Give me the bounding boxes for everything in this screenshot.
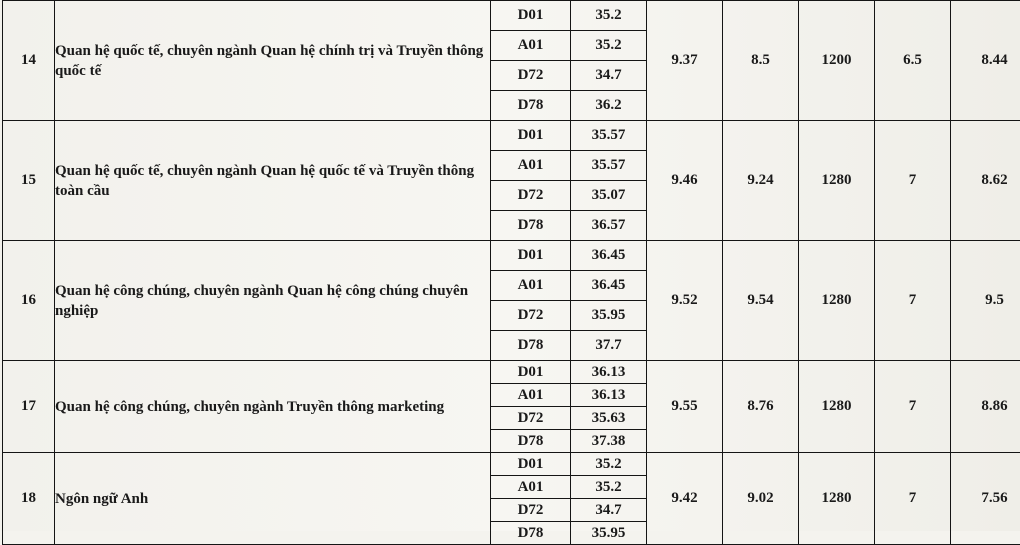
combo-score-cell: 35.07 (571, 181, 647, 211)
score-column-5-cell: 7.56 (951, 453, 1020, 545)
score-column-3-cell: 1200 (799, 1, 875, 121)
combo-score-cell: 35.63 (571, 407, 647, 430)
combo-score-cell: 36.45 (571, 241, 647, 271)
score-column-3-cell: 1280 (799, 241, 875, 361)
row-number-cell: 16 (3, 241, 55, 361)
combo-score-cell: 36.57 (571, 211, 647, 241)
subject-combo-code-cell: D78 (491, 91, 571, 121)
subject-combo-code-cell: D01 (491, 453, 571, 476)
subject-combo-code-cell: D72 (491, 499, 571, 522)
score-column-1-cell: 9.52 (647, 241, 723, 361)
table-row (3, 361, 1020, 384)
subject-combo-code-cell: A01 (491, 31, 571, 61)
combo-score-cell: 36.45 (571, 271, 647, 301)
row-number-cell: 18 (3, 453, 55, 545)
combo-score-cell: 35.57 (571, 151, 647, 181)
combo-score-cell: 35.57 (571, 121, 647, 151)
subject-combo-code-cell: D78 (491, 522, 571, 545)
subject-combo-code-cell: A01 (491, 384, 571, 407)
program-name-cell: Quan hệ công chúng, chuyên ngành Truyền thông marketing (55, 361, 491, 453)
table-row (3, 453, 1020, 476)
combo-score-cell: 34.7 (571, 61, 647, 91)
subject-combo-code-cell: D72 (491, 181, 571, 211)
row-number-cell: 14 (3, 1, 55, 121)
combo-score-cell: 36.13 (571, 384, 647, 407)
combo-score-cell: 35.2 (571, 1, 647, 31)
table-row (3, 121, 1020, 151)
combo-score-cell: 35.95 (571, 522, 647, 545)
score-column-2-cell: 9.24 (723, 121, 799, 241)
combo-score-cell: 35.95 (571, 301, 647, 331)
score-column-3-cell: 1280 (799, 361, 875, 453)
subject-combo-code-cell: D01 (491, 1, 571, 31)
table-row (3, 241, 1020, 271)
score-column-5-cell: 9.5 (951, 241, 1020, 361)
score-column-4-cell: 7 (875, 361, 951, 453)
score-column-3-cell: 1280 (799, 121, 875, 241)
combo-score-cell: 37.38 (571, 430, 647, 453)
combo-score-cell: 35.2 (571, 31, 647, 61)
subject-combo-code-cell: A01 (491, 476, 571, 499)
subject-combo-code-cell: D01 (491, 361, 571, 384)
score-column-4-cell: 7 (875, 121, 951, 241)
subject-combo-code-cell: D01 (491, 241, 571, 271)
program-name-cell: Quan hệ công chúng, chuyên ngành Quan hệ công chúng chuyên nghiệp (55, 241, 491, 361)
combo-score-cell: 35.2 (571, 476, 647, 499)
subject-combo-code-cell: A01 (491, 271, 571, 301)
program-name-cell: Ngôn ngữ Anh (55, 453, 491, 545)
score-column-2-cell: 8.76 (723, 361, 799, 453)
score-column-4-cell: 7 (875, 241, 951, 361)
subject-combo-code-cell: A01 (491, 151, 571, 181)
program-name-cell: Quan hệ quốc tế, chuyên ngành Quan hệ quốc tế và Truyền thông toàn cầu (55, 121, 491, 241)
score-column-2-cell: 9.02 (723, 453, 799, 545)
combo-score-cell: 35.2 (571, 453, 647, 476)
score-column-2-cell: 8.5 (723, 1, 799, 121)
score-column-5-cell: 8.44 (951, 1, 1020, 121)
combo-score-cell: 36.13 (571, 361, 647, 384)
score-column-5-cell: 8.62 (951, 121, 1020, 241)
score-column-4-cell: 6.5 (875, 1, 951, 121)
score-column-5-cell: 8.86 (951, 361, 1020, 453)
combo-score-cell: 34.7 (571, 499, 647, 522)
program-name-cell: Quan hệ quốc tế, chuyên ngành Quan hệ chính trị và Truyền thông quốc tế (55, 1, 491, 121)
admission-score-table (2, 0, 1020, 545)
subject-combo-code-cell: D72 (491, 407, 571, 430)
subject-combo-code-cell: D72 (491, 301, 571, 331)
score-column-1-cell: 9.46 (647, 121, 723, 241)
score-column-1-cell: 9.55 (647, 361, 723, 453)
table-row (3, 1, 1020, 31)
subject-combo-code-cell: D78 (491, 430, 571, 453)
table-body (3, 1, 1020, 545)
score-column-2-cell: 9.54 (723, 241, 799, 361)
subject-combo-code-cell: D72 (491, 61, 571, 91)
score-column-4-cell: 7 (875, 453, 951, 545)
row-number-cell: 15 (3, 121, 55, 241)
subject-combo-code-cell: D78 (491, 331, 571, 361)
subject-combo-code-cell: D01 (491, 121, 571, 151)
score-column-3-cell: 1280 (799, 453, 875, 545)
score-column-1-cell: 9.37 (647, 1, 723, 121)
subject-combo-code-cell: D78 (491, 211, 571, 241)
score-column-1-cell: 9.42 (647, 453, 723, 545)
row-number-cell: 17 (3, 361, 55, 453)
combo-score-cell: 37.7 (571, 331, 647, 361)
combo-score-cell: 36.2 (571, 91, 647, 121)
